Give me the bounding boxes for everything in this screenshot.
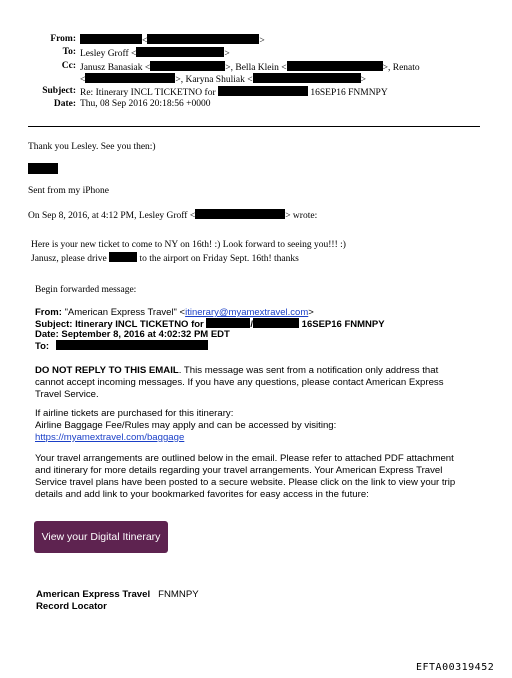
cc-janusz: Janusz Banasiak < <box>80 63 151 73</box>
redaction <box>206 318 250 328</box>
baggage-line-2: Airline Baggage Fee/Rules may apply and can be accessed by visiting: <box>35 420 337 431</box>
cc-value-line1 <box>80 61 420 73</box>
date-value: Thu, 08 Sep 2016 20:18:56 +0000 <box>80 99 211 109</box>
redaction <box>218 86 308 96</box>
subject-text: Re: Itinerary INCL TICKETNO for <box>80 88 216 98</box>
cc-renato: >, Renato <box>382 63 420 73</box>
fwd-from-label: From: <box>35 307 62 318</box>
from-value <box>80 34 265 46</box>
date-label: Date: <box>53 99 76 109</box>
redaction <box>150 61 225 71</box>
begin-forwarded: Begin forwarded message: <box>35 285 137 295</box>
arr-line-3: Service travel plans have been posted to a secure website. Please click on the link to view your trip <box>35 477 456 488</box>
header-subject-row <box>0 86 512 98</box>
fwd-from-value: "American Express Travel" < <box>64 307 186 318</box>
header-cc-row <box>0 61 512 73</box>
view-digital-itinerary-button[interactable]: View your Digital Itinerary <box>34 521 168 553</box>
header-to-row <box>0 47 512 59</box>
gt: > <box>360 75 366 85</box>
header-from-row <box>0 34 512 46</box>
redaction <box>136 47 224 57</box>
baggage-paragraph <box>35 408 336 444</box>
sent-from: Sent from my iPhone <box>28 186 110 196</box>
noreply-line-2: cannot accept incoming messages. If you have any questions, please contact American Express <box>35 377 444 388</box>
baggage-line-1: If airline tickets are purchased for this itinerary: <box>35 408 234 419</box>
locator-value: FNMNPY <box>158 589 199 600</box>
subject-tail: 16SEP16 FNMNPY <box>310 88 388 98</box>
noreply-paragraph <box>35 365 444 401</box>
bates-number: EFTA00319452 <box>416 662 495 673</box>
redaction <box>253 318 299 328</box>
redaction-signature <box>28 163 58 174</box>
cc-bella: >, Bella Klein < <box>225 63 287 73</box>
locator-label-1: American Express Travel <box>36 589 151 600</box>
arr-line-4: details and add link to your bookmarked favorites for easy access in the future: <box>35 489 369 500</box>
fwd-subject-value: Itinerary INCL TICKETNO for <box>75 319 204 330</box>
fwd-date-row <box>35 329 230 340</box>
redaction <box>195 209 285 219</box>
noreply-line-3: Travel Service. <box>35 389 99 400</box>
reply-thanks: Thank you Lesley. See you then:) <box>28 142 156 152</box>
fwd-subject-tail: 16SEP16 FNMNPY <box>301 319 385 330</box>
noreply-bold: DO NOT REPLY TO THIS EMAIL <box>35 365 179 376</box>
to-name: Lesley Groff < <box>80 49 137 59</box>
wrote-prefix: On Sep 8, 2016, at 4:12 PM, Lesley Groff < <box>28 211 196 221</box>
cc-label: Cc: <box>61 61 76 71</box>
subject-value <box>80 86 388 98</box>
to-value <box>80 47 230 59</box>
locator-label-2: Record Locator <box>36 601 107 612</box>
reply-line-1: Here is your new ticket to come to NY on 16th! :) Look forward to seeing you!!! :) <box>31 240 346 250</box>
redaction <box>253 73 361 83</box>
from-label: From: <box>50 34 76 44</box>
fwd-subject-slash: / <box>250 319 254 330</box>
lt: < <box>80 75 86 85</box>
header-divider <box>28 126 480 127</box>
cc-value-line2 <box>80 73 366 85</box>
lt: < <box>142 36 148 46</box>
fwd-from-email-link[interactable]: itinerary@myamextravel.com <box>185 307 309 318</box>
gt: > <box>259 36 265 46</box>
fwd-from-close: > <box>308 307 314 318</box>
redaction <box>80 34 142 44</box>
fwd-from-row <box>35 307 314 318</box>
wrote-suffix: > wrote: <box>285 211 318 221</box>
arrangements-paragraph <box>35 453 455 501</box>
line2-b: to the airport on Friday Sept. 16th! thanks <box>139 254 299 264</box>
record-locator-block <box>36 589 199 613</box>
arr-line-2: and itinerary for more details regarding your travel arrangements. Your American Express Travel <box>35 465 443 476</box>
gt: > <box>224 49 230 59</box>
subject-label: Subject: <box>42 86 76 96</box>
header-date-row <box>0 99 512 111</box>
fwd-date-value: September 8, 2016 at 4:02:32 PM EDT <box>61 329 230 340</box>
redaction <box>147 34 259 44</box>
baggage-link[interactable]: https://myamextravel.com/baggage <box>35 432 185 443</box>
redaction <box>109 252 137 262</box>
redaction <box>287 61 383 71</box>
header-cc-row-2 <box>0 73 512 85</box>
reply-line-2 <box>31 252 299 264</box>
fwd-to-label: To: <box>35 341 50 352</box>
cc-karyna: >, Karyna Shuliak < <box>175 75 253 85</box>
to-label: To: <box>62 47 76 57</box>
arr-line-1: Your travel arrangements are outlined below in the email. Please refer to attached PDF attachment <box>35 453 454 464</box>
fwd-to-row <box>35 340 208 352</box>
fwd-date-label: Date: <box>35 329 59 340</box>
noreply-rest: . This message was sent from a notification only address that <box>178 365 439 376</box>
line2-a: Janusz, please drive <box>31 254 107 264</box>
redaction <box>85 73 175 83</box>
fwd-subject-label: Subject: <box>35 319 73 330</box>
wrote-line <box>28 209 317 221</box>
redaction <box>56 340 208 350</box>
